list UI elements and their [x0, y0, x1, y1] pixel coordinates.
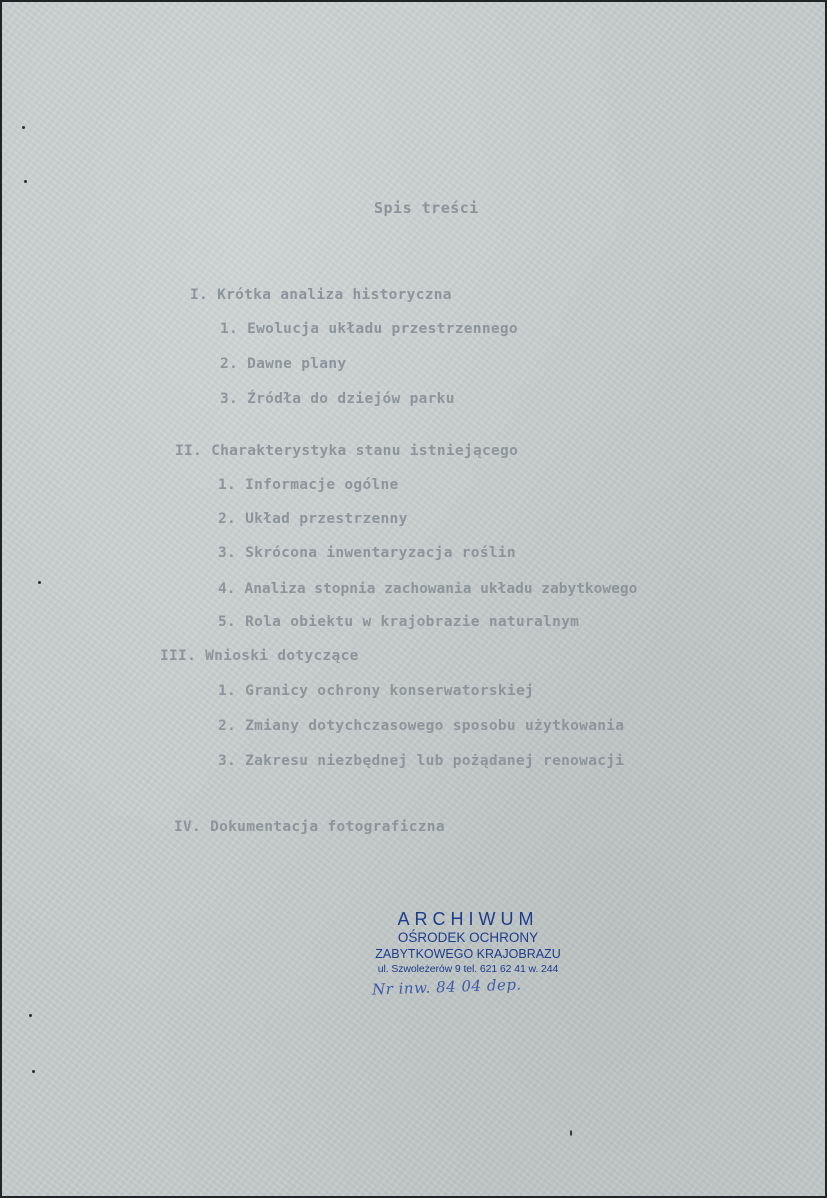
handwritten-inventory-number: Nr inw. 84 04 dep.: [371, 975, 522, 999]
scan-speck: [38, 581, 41, 584]
item-number: 3.: [218, 545, 237, 561]
item-number: 2.: [218, 718, 237, 734]
item-text: Źródła do dziejów parku: [247, 391, 455, 407]
item-text: Układ przestrzenny: [245, 511, 408, 527]
toc-item: [218, 718, 624, 734]
item-number: 1.: [218, 477, 237, 493]
scan-speck: [22, 126, 25, 129]
toc-section-heading: [160, 648, 359, 664]
stamp-line: ZABYTKOWEGO KRAJOBRAZU: [375, 947, 561, 961]
item-text: Granicy ochrony konserwatorskiej: [245, 683, 535, 699]
section-heading-text: Dokumentacja fotograficzna: [210, 819, 445, 835]
archive-stamp: [357, 908, 579, 977]
section-numeral: III.: [160, 648, 197, 664]
toc-section-heading: [190, 287, 452, 303]
stamp-line: OŚRODEK OCHRONY: [397, 930, 539, 945]
toc-item: [218, 477, 399, 493]
toc-item: [218, 614, 579, 630]
toc-item: [218, 511, 408, 527]
section-numeral: IV.: [174, 819, 202, 835]
toc-item: [220, 321, 518, 337]
item-number: 4.: [218, 581, 236, 597]
item-number: 1.: [218, 683, 237, 699]
section-heading-text: Charakterystyka stanu istniejącego: [211, 443, 519, 459]
item-text: Skrócona inwentaryzacja roślin: [245, 545, 516, 561]
section-numeral: I.: [190, 287, 209, 303]
item-text: Analiza stopnia zachowania układu zabytkowego: [244, 581, 638, 597]
item-text: Zmiany dotychczasowego sposobu użytkowania: [245, 718, 625, 734]
item-text: Ewolucja układu przestrzennego: [247, 321, 518, 337]
stamp-title: ARCHIWUM: [397, 909, 539, 929]
item-number: 3.: [218, 753, 237, 769]
item-number: 5.: [218, 614, 237, 630]
section-heading-text: Krótka analiza historyczna: [217, 287, 452, 303]
scan-speck: [24, 180, 27, 183]
toc-section-heading: [174, 819, 445, 835]
page-title: Spis treści: [374, 199, 479, 217]
item-text: Dawne plany: [247, 356, 347, 372]
section-numeral: II.: [175, 443, 203, 459]
item-number: 1.: [220, 321, 239, 337]
scan-speck: [32, 1070, 35, 1073]
toc-item: [218, 581, 637, 597]
scan-speck: [29, 1014, 32, 1017]
toc-item: [220, 356, 346, 372]
stamp-address: ul. Szwoleżerów 9 tel. 621 62 41 w. 244: [377, 963, 559, 975]
item-number: 3.: [220, 391, 239, 407]
item-text: Rola obiektu w krajobrazie naturalnym: [245, 614, 580, 630]
scan-speck: [570, 1130, 572, 1136]
toc-item: [218, 683, 534, 699]
toc-item: [218, 545, 516, 561]
item-text: Informacje ogólne: [245, 477, 399, 493]
toc-section-heading: [175, 443, 518, 459]
item-number: 2.: [218, 511, 237, 527]
item-number: 2.: [220, 356, 239, 372]
toc-item: [220, 391, 455, 407]
item-text: Zakresu niezbędnej lub pożądanej renowacji: [245, 753, 625, 769]
section-heading-text: Wnioski dotyczące: [205, 648, 359, 664]
toc-item: [218, 753, 624, 769]
